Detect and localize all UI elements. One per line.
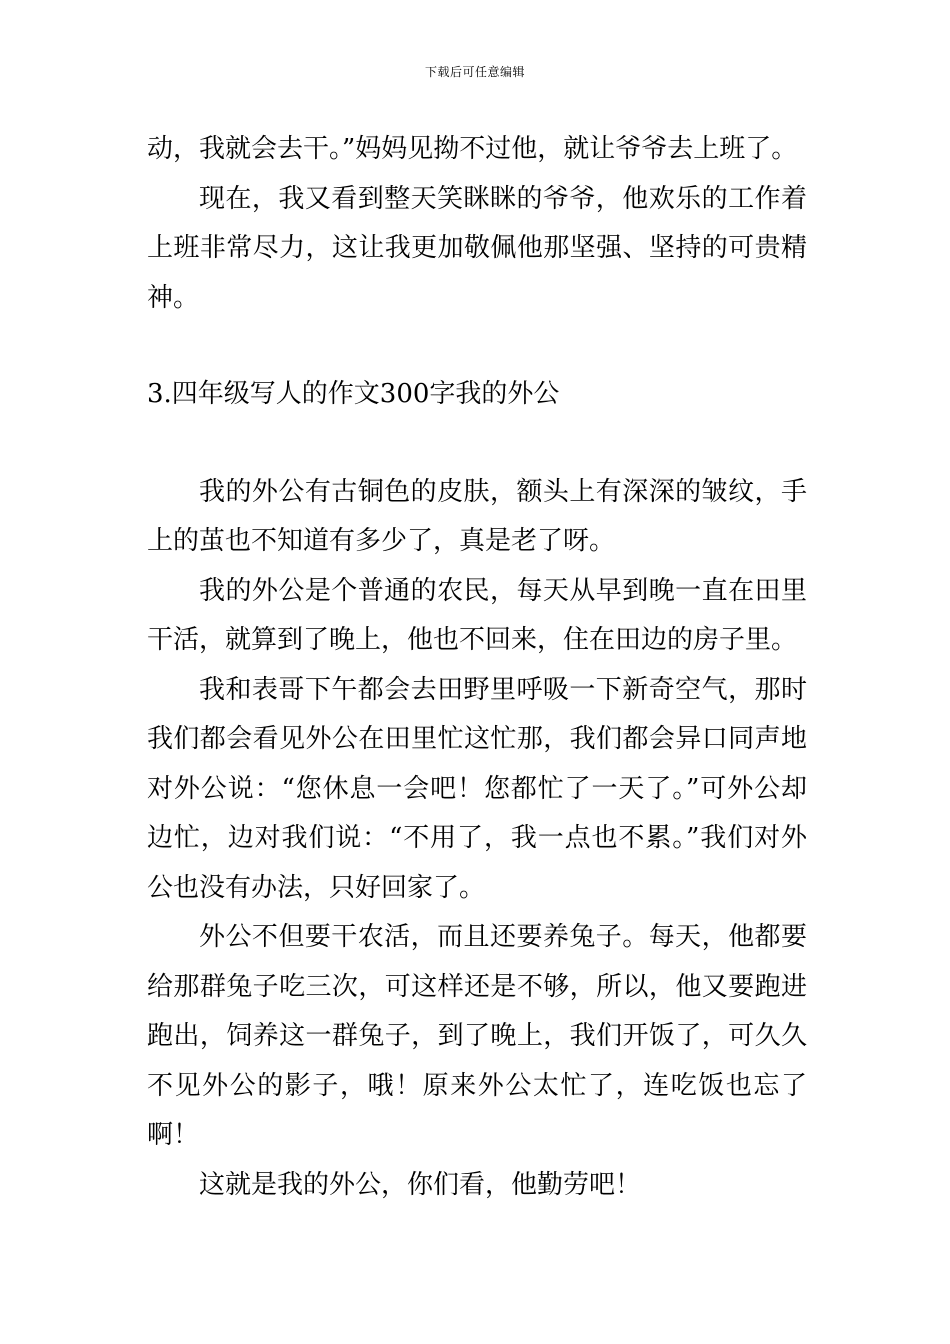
paragraph-farmer: 我的外公是个普通的农民，每天从早到晚一直在田里干活，就算到了晚上，他也不回来，住在田边的房子里。 — [147, 575, 807, 655]
document-body — [147, 125, 807, 1210]
section-title: 3.四年级写人的作文300字我的外公 — [147, 379, 560, 409]
paragraph-grandfather-spirit: 现在，我又看到整天笑眯眯的爷爷，他欢乐的工作着上班非常尽力，这让我更加敬佩他那坚强、坚持的可贵精神。 — [147, 183, 807, 313]
spacer — [147, 420, 807, 468]
paragraph-rabbits: 外公不但要干农活，而且还要养兔子。每天，他都要给那群兔子吃三次，可这样还是不够，所以，他又要跑进跑出，饲养这一群兔子，到了晚上，我们开饭了，可久久不见外公的影子，哦！原来外公太忙了，连吃饭也忘了啊！ — [147, 922, 807, 1150]
paragraph-conclusion: 这就是我的外公，你们看，他勤劳吧！ — [199, 1169, 642, 1200]
paragraph-continuation: 动，我就会去干。”妈妈见拗不过他，就让爷爷去上班了。 — [147, 134, 798, 164]
paragraph-appearance: 我的外公有古铜色的皮肤，额头上有深深的皱纹，手上的茧也不知道有多少了，真是老了呀。 — [147, 476, 807, 556]
paragraph-fields-visit: 我和表哥下午都会去田野里呼吸一下新奇空气，那时我们都会看见外公在田里忙这忙那，我们都会异口同声地对外公说：“您休息一会吧！您都忙了一天了。”可外公却边忙，边对我们说：“不用了，我一点也不累。”我们对外公也没有办法，只好回家了。 — [147, 674, 807, 903]
page-header-note: 下载后可任意编辑 — [424, 65, 525, 79]
spacer — [147, 323, 807, 370]
